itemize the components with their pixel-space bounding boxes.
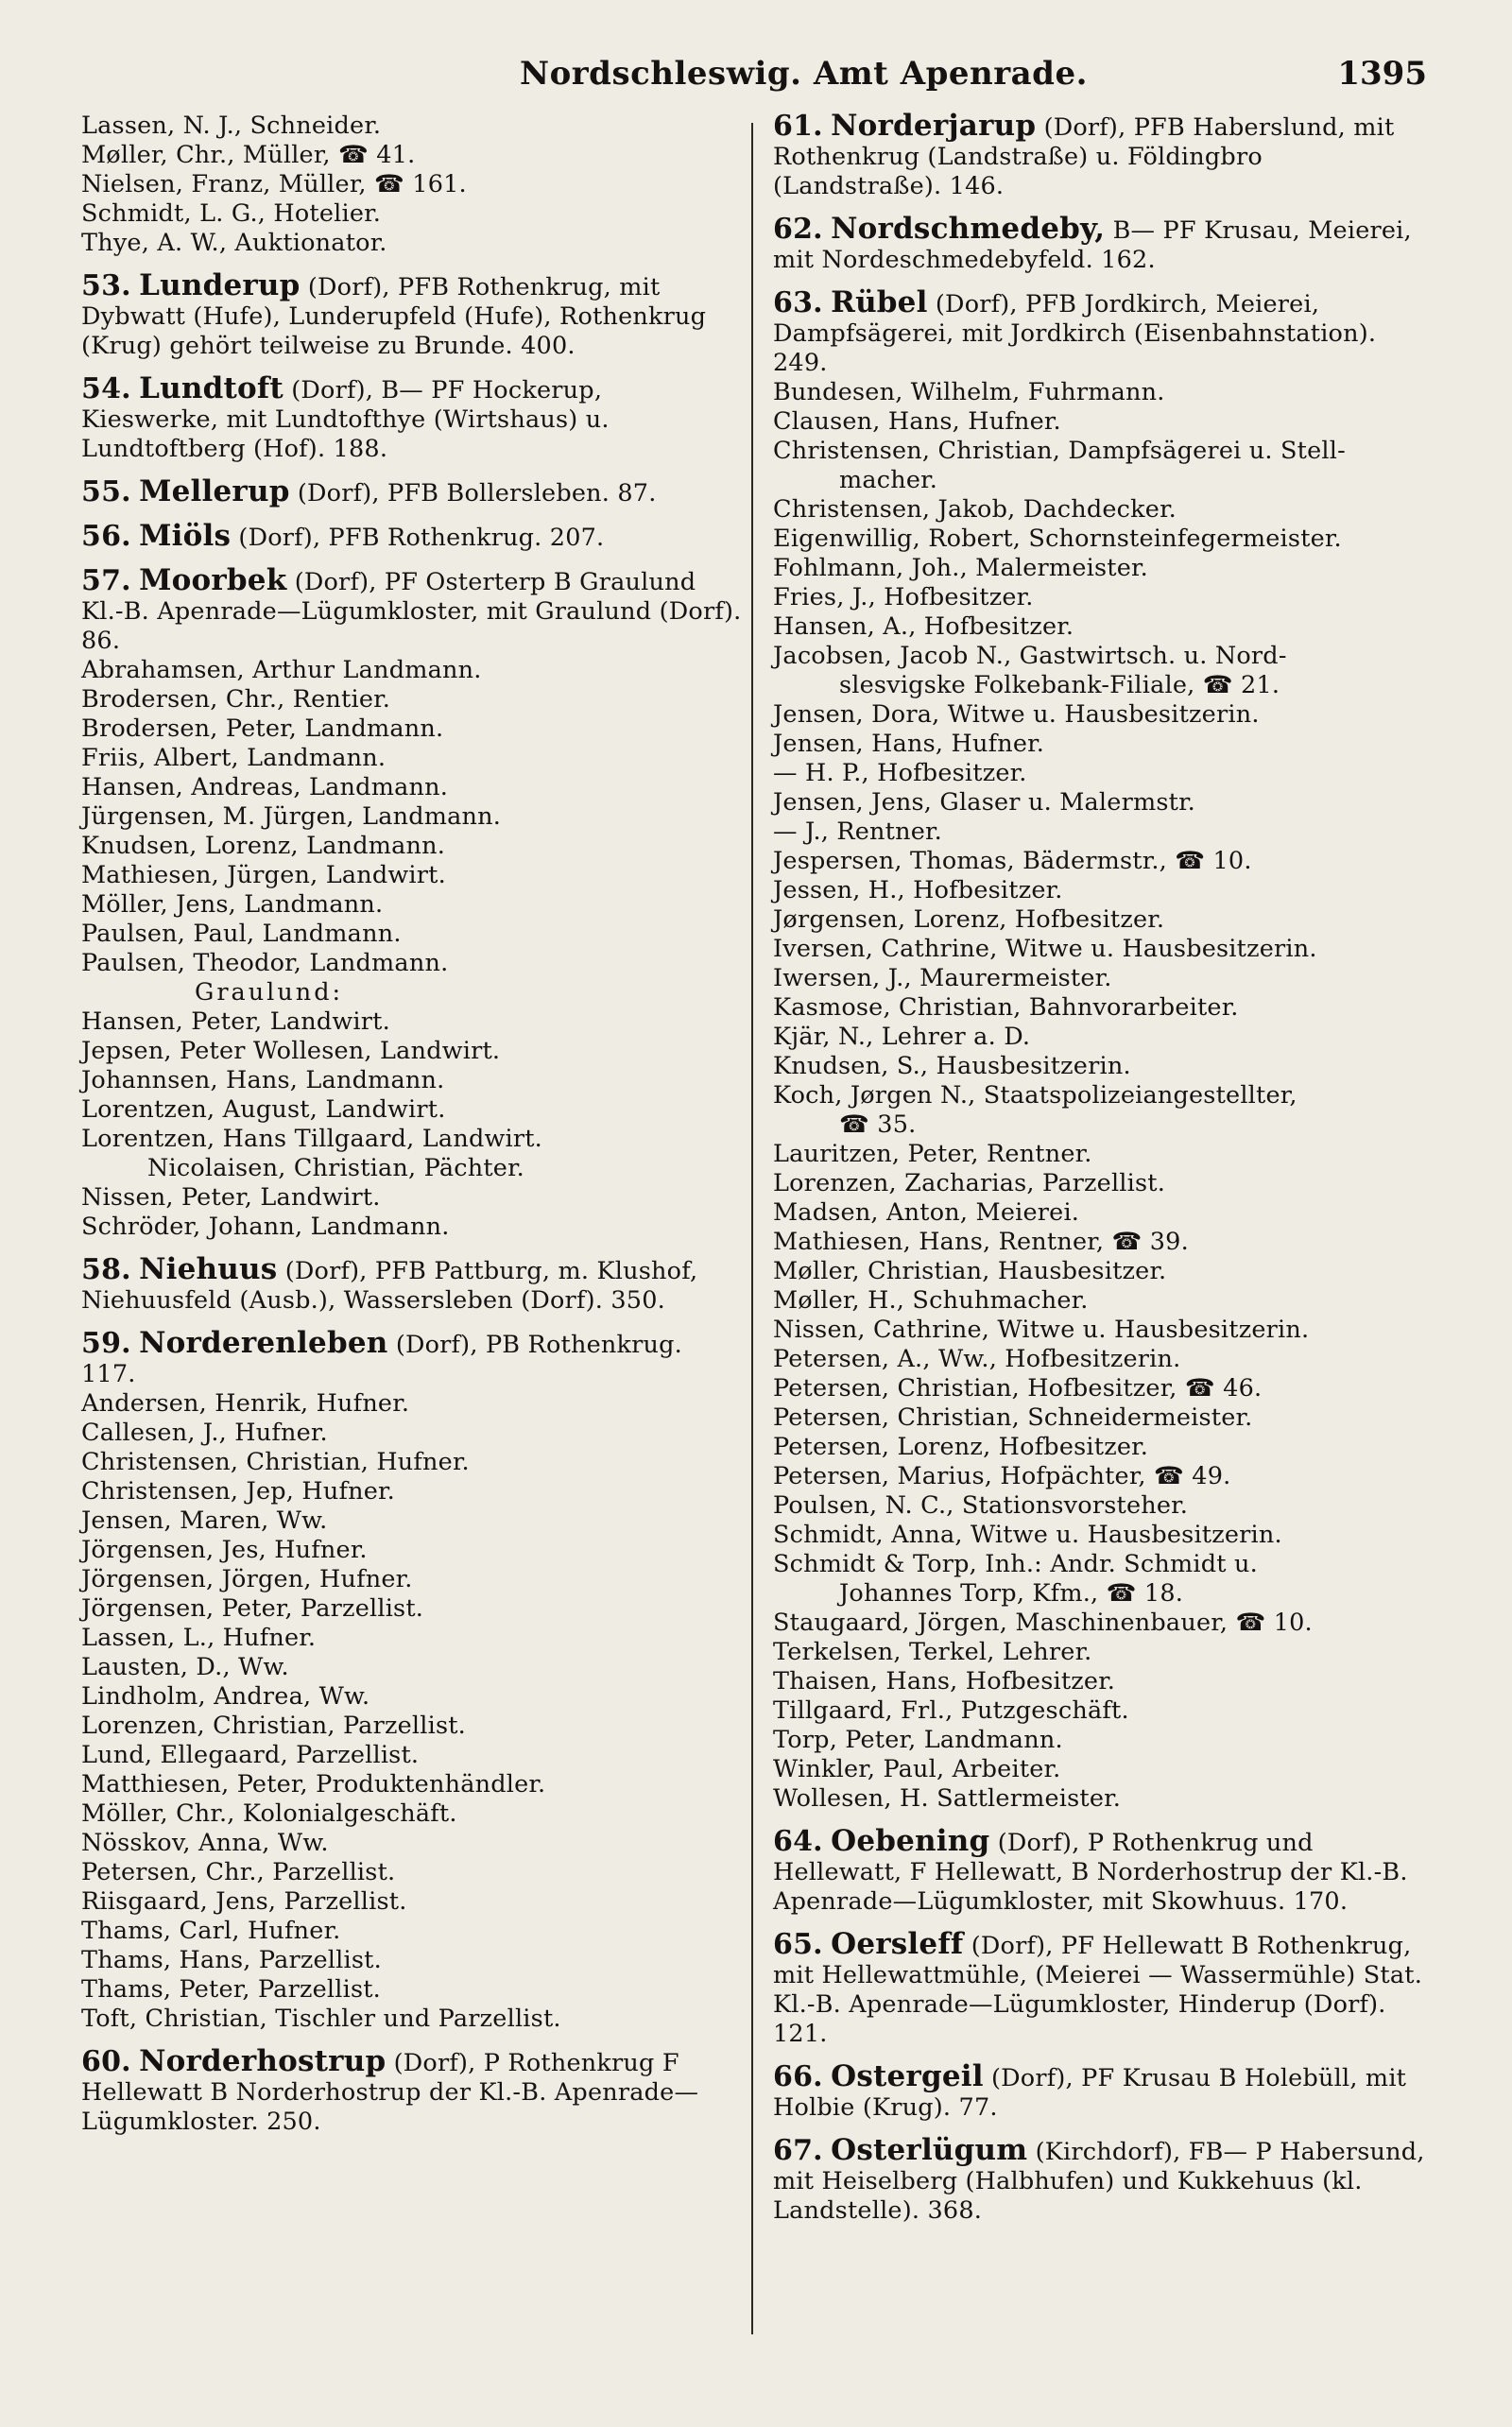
entry-number: 64. [773, 1825, 823, 1858]
resident-line: Jacobsen, Jacob N., Gastwirtsch. u. Nord- [773, 642, 1287, 670]
place-entry [773, 1927, 1425, 2049]
resident-line: Thye, A. W., Auktionator. [81, 229, 387, 257]
resident-line: Hansen, Peter, Landwirt. [81, 1007, 390, 1036]
resident-line: Torp, Peter, Landmann. [773, 1726, 1063, 1754]
place-entry [81, 519, 743, 553]
resident-line: Thaisen, Hans, Hofbesitzer. [773, 1667, 1116, 1695]
resident-line: Poulsen, N. C., Stationsvorsteher. [773, 1491, 1189, 1520]
resident-line: Hansen, Andreas, Landmann. [81, 773, 449, 801]
place-name: Norderjarup [831, 109, 1037, 143]
resident-line: Thams, Peter, Parzellist. [81, 1975, 381, 2004]
place-name: Lundtoft [139, 371, 284, 405]
resident-line: Petersen, A., Ww., Hofbesitzerin. [773, 1345, 1181, 1373]
resident-line: Lausten, D., Ww. [81, 1653, 289, 1681]
place-entry [81, 2044, 743, 2137]
place-entry [773, 285, 1425, 378]
resident-line: Lorenzen, Zacharias, Parzellist. [773, 1169, 1166, 1197]
section-subheading: Graulund: [195, 978, 344, 1007]
resident-line: Hansen, A., Hofbesitzer. [773, 612, 1074, 641]
resident-line: Schröder, Johann, Landmann. [81, 1213, 450, 1241]
place-entry [773, 2059, 1425, 2123]
resident-line: Lassen, N. J., Schneider. [81, 112, 382, 140]
place-name: Norderhostrup [139, 2044, 387, 2078]
resident-line: Johannsen, Hans, Landmann. [81, 1066, 445, 1094]
resident-line: Paulsen, Theodor, Landmann. [81, 949, 449, 977]
entry-number: 66. [773, 2060, 823, 2093]
place-entry [81, 1326, 743, 1389]
entry-number: 53. [81, 269, 131, 302]
resident-line: Nissen, Peter, Landwirt. [81, 1183, 381, 1212]
resident-line: Lassen, L., Hufner. [81, 1624, 317, 1652]
resident-line: Mathiesen, Jürgen, Landwirt. [81, 861, 446, 889]
resident-line: Jepsen, Peter Wollesen, Landwirt. [81, 1037, 501, 1065]
resident-line: Mathiesen, Hans, Rentner, ☎ 39. [773, 1228, 1189, 1256]
place-name: Osterlügum [831, 2133, 1028, 2167]
resident-line: Lauritzen, Peter, Rentner. [773, 1140, 1092, 1168]
place-name: Lunderup [139, 268, 301, 302]
resident-line: Schmidt, Anna, Witwe u. Hausbesitzerin. [773, 1521, 1282, 1549]
place-name: Mellerup [139, 474, 290, 508]
resident-line: Lorentzen, Hans Tillgaard, Landwirt. [81, 1125, 542, 1153]
resident-line: Jürgensen, M. Jürgen, Landmann. [81, 802, 502, 831]
right-column [773, 109, 1425, 2226]
resident-line: Møller, Christian, Hausbesitzer. [773, 1257, 1167, 1285]
resident-line: Thams, Hans, Parzellist. [81, 1946, 382, 1974]
resident-line-continued: Nicolaisen, Christian, Pächter. [147, 1154, 524, 1182]
resident-line: — J., Rentner. [773, 818, 942, 846]
resident-line: Petersen, Marius, Hofpächter, ☎ 49. [773, 1462, 1231, 1490]
resident-line: Nösskov, Anna, Ww. [81, 1829, 329, 1857]
place-description: (Kirchdorf), FB— P Habersund, mit Heiselberg (Halbhufen) und Kukkehuus (kl. Landstelle). 368. [773, 2138, 1425, 2225]
place-description: B— PF Krusau, Meierei, mit Nordeschmedebyfeld. 162. [773, 216, 1412, 274]
entry-number: 62. [773, 213, 823, 246]
page-title: Nordschleswig. Amt Apenrade. [520, 55, 1088, 93]
resident-line: Petersen, Christian, Hofbesitzer, ☎ 46. [773, 1374, 1263, 1403]
resident-line: Kasmose, Christian, Bahnvorarbeiter. [773, 993, 1239, 1022]
page-number: 1395 [1337, 55, 1427, 93]
column-divider [751, 123, 753, 2334]
place-description: (Dorf), PF Krusau B Holebüll, mit Holbie (Krug). 77. [773, 2064, 1407, 2122]
resident-line: Petersen, Christian, Schneidermeister. [773, 1403, 1253, 1432]
resident-line: Staugaard, Jörgen, Maschinenbauer, ☎ 10. [773, 1609, 1313, 1637]
entry-number: 61. [773, 110, 823, 143]
resident-line: Jörgensen, Peter, Parzellist. [81, 1594, 424, 1623]
place-description: (Dorf), PFB Jordkirch, Meierei, Dampfsägerei, mit Jordkirch (Eisenbahnstation). 249. [773, 290, 1377, 377]
resident-line: Brodersen, Peter, Landmann. [81, 714, 444, 743]
resident-line: Toft, Christian, Tischler und Parzellist. [81, 2005, 561, 2033]
resident-line: Möller, Jens, Landmann. [81, 890, 384, 919]
resident-line: Christensen, Christian, Hufner. [81, 1448, 470, 1476]
resident-line: Brodersen, Chr., Rentier. [81, 685, 391, 714]
resident-line: Møller, Chr., Müller, ☎ 41. [81, 141, 416, 169]
place-description: (Dorf), PFB Rothenkrug, mit Dybwatt (Hufe), Lunderupfeld (Hufe), Rothenkrug (Krug) gehört teilweise zu Brunde. 400. [81, 273, 707, 360]
resident-line: Wollesen, H. Sattlermeister. [773, 1784, 1122, 1813]
resident-line-continued: macher. [839, 466, 938, 494]
entry-number: 58. [81, 1253, 131, 1286]
resident-line: Madsen, Anton, Meierei. [773, 1198, 1080, 1227]
resident-line: — H. P., Hofbesitzer. [773, 759, 1027, 787]
entry-number: 60. [81, 2045, 131, 2078]
place-name: Norderenleben [139, 1326, 388, 1360]
resident-line: Terkelsen, Terkel, Lehrer. [773, 1638, 1092, 1666]
entry-number: 67. [773, 2134, 823, 2167]
resident-line: Nissen, Cathrine, Witwe u. Hausbesitzerin. [773, 1316, 1310, 1344]
place-description: (Dorf), PFB Pattburg, m. Klushof, Niehuusfeld (Ausb.), Wassersleben (Dorf). 350. [81, 1257, 698, 1315]
place-description: (Dorf), P Rothenkrug und Hellewatt, F Hellewatt, B Norderhostrup der Kl.-B. Apenrade—Lügumkloster, mit Skowhuus. 170. [773, 1829, 1408, 1916]
entry-number: 57. [81, 564, 131, 597]
resident-line: Iwersen, J., Maurermeister. [773, 964, 1112, 992]
place-description: (Dorf), PFB Rothenkrug. 207. [238, 524, 605, 552]
resident-line: Abrahamsen, Arthur Landmann. [81, 656, 482, 684]
place-description: (Dorf), B— PF Hockerup, Kieswerke, mit Lundtofthye (Wirtshaus) u. Lundtoftberg (Hof). 188. [81, 376, 610, 463]
resident-line: Andersen, Henrik, Hufner. [81, 1389, 410, 1418]
resident-line: Jensen, Dora, Witwe u. Hausbesitzerin. [773, 700, 1260, 729]
resident-line: Friis, Albert, Landmann. [81, 744, 387, 772]
place-description: (Dorf), PF Hellewatt B Rothenkrug, mit Hellewattmühle, (Meierei — Wassermühle) Stat. Kl.-B. Apenrade—Lügumkloster, Hinderup (Dorf). 121. [773, 1932, 1423, 2048]
resident-line: Møller, H., Schuhmacher. [773, 1286, 1089, 1315]
resident-line-continued: slesvigske Folkebank-Filiale, ☎ 21. [839, 671, 1280, 699]
resident-line: Jörgensen, Jörgen, Hufner. [81, 1565, 413, 1593]
place-name: Oebening [831, 1824, 990, 1858]
resident-line: Jespersen, Thomas, Bädermstr., ☎ 10. [773, 847, 1252, 875]
place-entry [81, 474, 743, 508]
resident-line: Lorenzen, Christian, Parzellist. [81, 1712, 466, 1740]
entry-number: 54. [81, 372, 131, 405]
place-description: (Dorf), PFB Haberslund, mit Rothenkrug (Landstraße) u. Földingbro (Landstraße). 146. [773, 113, 1395, 200]
resident-line: Jörgensen, Jes, Hufner. [81, 1536, 368, 1564]
place-name: Moorbek [139, 563, 287, 597]
place-name: Rübel [831, 285, 928, 319]
resident-line: Jørgensen, Lorenz, Hofbesitzer. [773, 905, 1165, 934]
resident-line: Jessen, H., Hofbesitzer. [773, 876, 1063, 904]
place-name: Niehuus [139, 1252, 278, 1286]
resident-line-continued: Johannes Torp, Kfm., ☎ 18. [839, 1579, 1184, 1608]
resident-line: Lund, Ellegaard, Parzellist. [81, 1741, 420, 1769]
resident-line: Jensen, Hans, Hufner. [773, 730, 1045, 758]
resident-line: Jensen, Jens, Glaser u. Malermstr. [773, 788, 1195, 817]
resident-line: Knudsen, S., Hausbesitzerin. [773, 1052, 1131, 1080]
resident-line: Winkler, Paul, Arbeiter. [773, 1755, 1061, 1783]
page-header [520, 49, 1427, 98]
place-entry [81, 268, 743, 361]
place-entry [81, 1252, 743, 1316]
resident-line: Bundesen, Wilhelm, Fuhrmann. [773, 378, 1165, 406]
resident-line: Lorentzen, August, Landwirt. [81, 1095, 446, 1124]
entry-number: 56. [81, 520, 131, 553]
place-entry [81, 563, 743, 656]
entry-number: 65. [773, 1928, 823, 1961]
place-name: Oersleff [831, 1927, 964, 1961]
place-entry [773, 212, 1425, 275]
entry-number: 59. [81, 1327, 131, 1360]
entry-number: 63. [773, 286, 823, 319]
resident-line: Callesen, J., Hufner. [81, 1419, 328, 1447]
resident-line: Petersen, Chr., Parzellist. [81, 1858, 396, 1886]
place-description: (Dorf), PF Osterterp B Graulund Kl.-B. Apenrade—Lügumkloster, mit Graulund (Dorf). 86. [81, 568, 742, 655]
resident-line: Iversen, Cathrine, Witwe u. Hausbesitzerin. [773, 935, 1317, 963]
resident-line: Tillgaard, Frl., Putzgeschäft. [773, 1696, 1129, 1725]
resident-line: Lindholm, Andrea, Ww. [81, 1682, 370, 1711]
place-description: (Dorf), PFB Bollersleben. 87. [297, 479, 657, 508]
place-name: Nordschmedeby, [831, 212, 1106, 246]
resident-line: Knudsen, Lorenz, Landmann. [81, 832, 446, 860]
place-description: (Dorf), P Rothenkrug F Hellewatt B Norderhostrup der Kl.-B. Apenrade—Lügumkloster. 250. [81, 2049, 699, 2136]
resident-line: Riisgaard, Jens, Parzellist. [81, 1887, 407, 1916]
resident-line: Nielsen, Franz, Müller, ☎ 161. [81, 170, 467, 198]
resident-line: Möller, Chr., Kolonialgeschäft. [81, 1799, 457, 1828]
place-name: Miöls [139, 519, 232, 553]
resident-line-continued: ☎ 35. [839, 1110, 917, 1139]
resident-line: Clausen, Hans, Hufner. [773, 407, 1061, 436]
resident-line: Fries, J., Hofbesitzer. [773, 583, 1034, 611]
resident-line: Koch, Jørgen N., Staatspolizeiangestellter, [773, 1081, 1297, 1110]
resident-line: Fohlmann, Joh., Malermeister. [773, 554, 1148, 582]
resident-line: Christensen, Jakob, Dachdecker. [773, 495, 1177, 524]
place-entry [773, 109, 1425, 201]
left-column [81, 112, 743, 2137]
place-name: Ostergeil [831, 2059, 984, 2093]
entry-number: 55. [81, 475, 131, 508]
resident-line: Eigenwillig, Robert, Schornsteinfegermeister. [773, 525, 1342, 553]
place-description: (Dorf), PB Rothenkrug. 117. [81, 1331, 682, 1388]
resident-line: Thams, Carl, Hufner. [81, 1917, 341, 1945]
place-entry [773, 1824, 1425, 1917]
resident-line: Kjär, N., Lehrer a. D. [773, 1023, 1031, 1051]
resident-line: Jensen, Maren, Ww. [81, 1506, 328, 1535]
place-entry [773, 2133, 1425, 2226]
resident-line: Paulsen, Paul, Landmann. [81, 920, 402, 948]
resident-line: Schmidt, L. G., Hotelier. [81, 199, 382, 228]
place-entry [81, 371, 743, 464]
resident-line: Schmidt & Torp, Inh.: Andr. Schmidt u. [773, 1550, 1258, 1578]
resident-line: Matthiesen, Peter, Produktenhändler. [81, 1770, 546, 1799]
resident-line: Petersen, Lorenz, Hofbesitzer. [773, 1433, 1149, 1461]
resident-line: Christensen, Christian, Dampfsägerei u. Stell- [773, 437, 1346, 465]
resident-line: Christensen, Jep, Hufner. [81, 1477, 395, 1506]
